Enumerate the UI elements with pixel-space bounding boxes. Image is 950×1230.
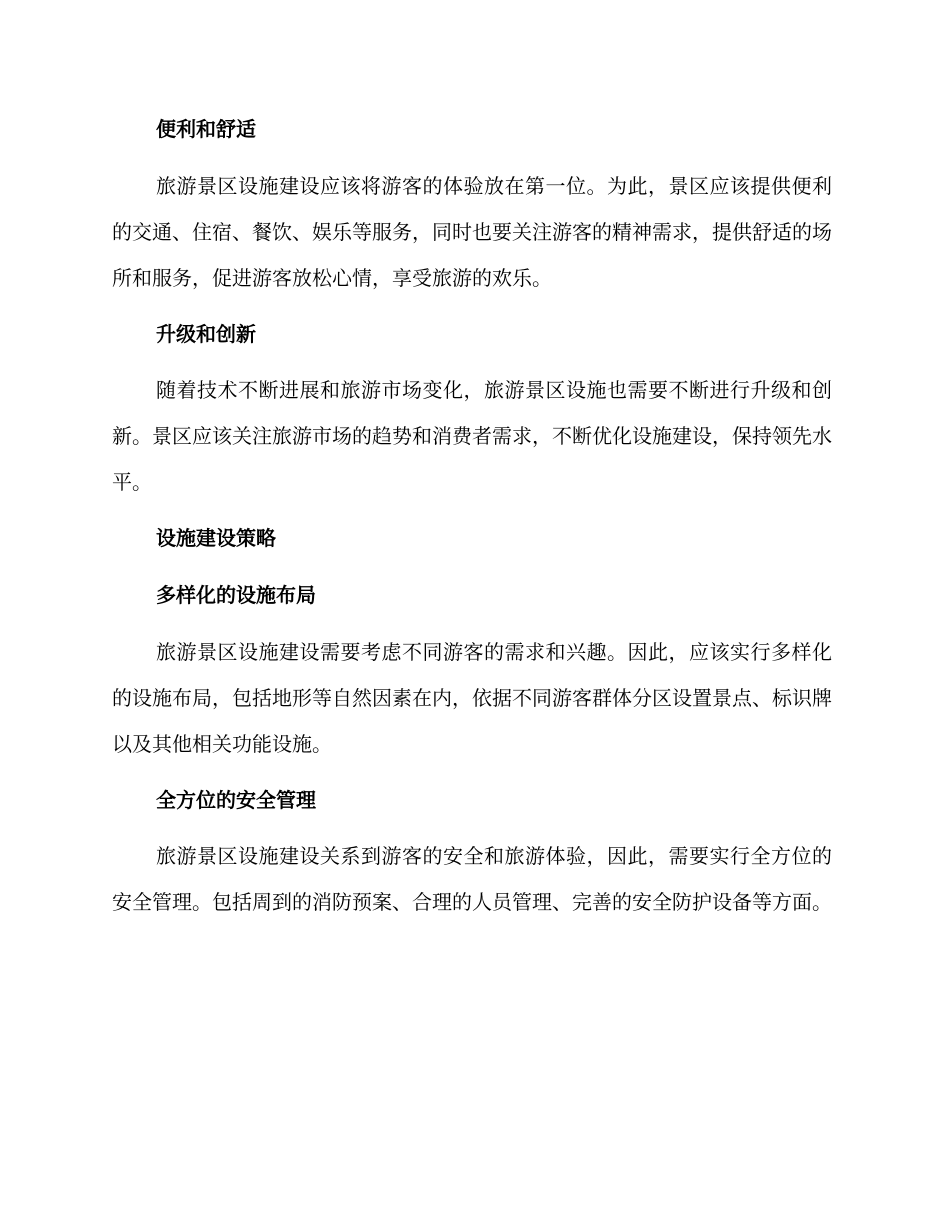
section-heading-strategy: 设施建设策略	[156, 526, 276, 550]
section-heading-layout: 多样化的设施布局	[156, 583, 316, 607]
section-paragraph-upgrade: 随着技术不断进展和旅游市场变化，旅游景区设施也需要不断进行升级和创新。景区应该关注旅游市场的趋势和消费者需求，不断优化设施建设，保持领先水平。	[112, 378, 832, 494]
section-heading-safety: 全方位的安全管理	[156, 788, 316, 812]
section-paragraph-layout: 旅游景区设施建设需要考虑不同游客的需求和兴趣。因此，应该实行多样化的设施布局，包括地形等自然因素在内，依据不同游客群体分区设置景点、标识牌以及其他相关功能设施。	[112, 640, 832, 756]
section-heading-upgrade: 升级和创新	[156, 322, 256, 346]
section-heading-convenience: 便利和舒适	[156, 117, 256, 141]
section-paragraph-convenience: 旅游景区设施建设应该将游客的体验放在第一位。为此，景区应该提供便利的交通、住宿、餐饮、娱乐等服务，同时也要关注游客的精神需求，提供舒适的场所和服务，促进游客放松心情，享受旅游的欢乐。	[112, 174, 832, 290]
section-paragraph-safety: 旅游景区设施建设关系到游客的安全和旅游体验，因此，需要实行全方位的安全管理。包括周到的消防预案、合理的人员管理、完善的安全防护设备等方面。	[112, 844, 832, 914]
